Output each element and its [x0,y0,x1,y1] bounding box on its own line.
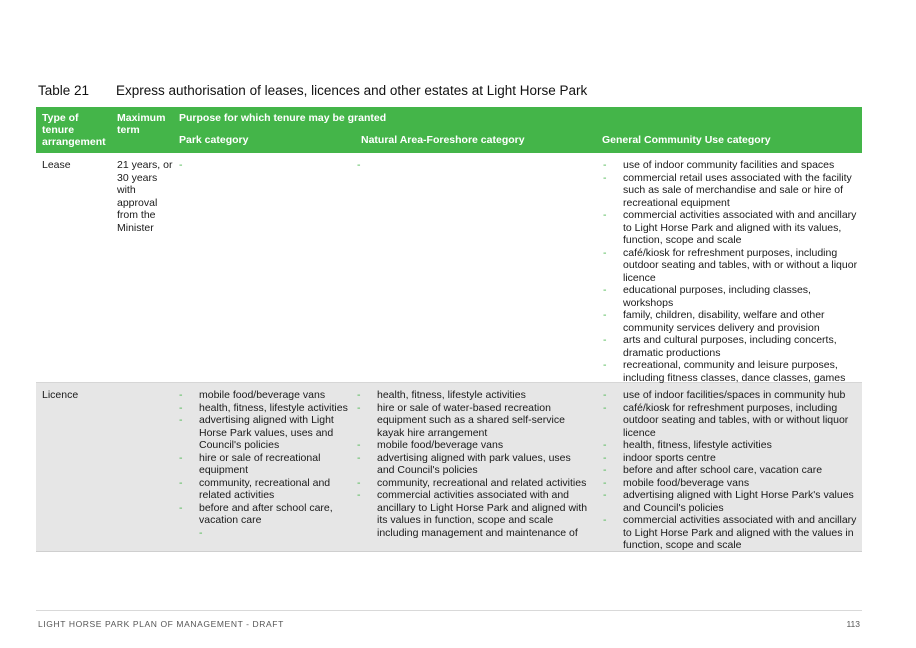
list-item-text: advertising aligned with Light Horse Park's values and Council's policies [623,489,854,514]
list-item [357,402,589,440]
page-number: 113 [846,619,860,629]
list-item [603,402,861,440]
header-park-category: Park category [179,134,249,146]
bullet-dash: - [603,334,607,346]
bullet-dash: - [357,489,361,501]
header-purpose: Purpose for which tenure may be granted [179,112,387,124]
list-item [179,389,349,402]
list-item-text: mobile food/beverage vans [199,389,326,401]
header-general-category: General Community Use category [602,134,771,146]
list-item [603,489,861,514]
bullet-dash: - [603,476,607,489]
header-type: Type of tenure arrangement [42,112,106,148]
list-item-text: health, fitness, lifestyle activities [623,439,772,451]
list-item-text: commercial activities associated with and ancillary to Light Horse Park and aligned with its values, function, scope and scale [623,209,857,246]
list-item [603,247,861,285]
footer-document-title: LIGHT HORSE PARK PLAN OF MANAGEMENT - DRAFT [38,619,284,629]
lease-general-list [603,159,861,384]
lease-type: Lease [42,159,71,171]
licence-type: Licence [42,389,79,401]
table-row-lease [36,153,862,383]
list-item-text: advertising aligned with park values, uses and Council's policies [377,451,571,476]
licence-natural-list [357,389,589,539]
bullet-dash: - [603,309,607,321]
list-item-text: commercial retail uses associated with the facility such as sale of merchandise and sale or hire of recreational equipment [623,171,852,209]
bullet-dash: - [179,414,183,426]
list-item-text: mobile food/beverage vans [377,439,504,451]
list-item-text: health, fitness, lifestyle activities [199,401,348,414]
list-item-text: community, recreational and related activities [199,476,331,501]
list-item-text: use of indoor community facilities and spaces [623,159,835,171]
lease-park-empty: - [179,159,183,171]
list-item-text: use of indoor facilities/spaces in community hub [623,389,846,401]
bullet-dash: - [603,246,607,259]
list-item [179,402,349,415]
list-item [357,477,589,490]
bullet-dash: - [179,501,183,514]
table-row-licence [36,383,862,552]
bullet-dash: - [603,284,607,296]
list-item [179,452,349,477]
list-item [603,452,861,465]
bullet-dash: - [603,209,607,221]
bullet-dash: - [179,401,183,414]
list-item [603,172,861,210]
table-header [36,107,862,153]
bullet-dash: - [603,401,607,414]
bullet-dash: - [357,476,361,489]
list-item-text: café/kiosk for refreshment purposes, including outdoor seating and tables, with or without a liquor licence [623,246,858,284]
list-item [357,489,589,539]
list-item [603,309,861,334]
list-item-text: before and after school care, vacation care [199,501,333,526]
bullet-dash: - [603,439,607,451]
list-item-text: recreational, community and leisure purposes, including fitness classes, dance classes, games [623,359,846,384]
bullet-dash: - [603,159,607,171]
bullet-dash: - [179,476,183,489]
list-item-text: café/kiosk for refreshment purposes, including outdoor seating and tables, with or without liquor licence [623,401,849,439]
bullet-dash: - [603,464,607,476]
list-item-text: educational purposes, including classes, workshops [623,284,811,309]
list-item-text: commercial activities associated with and ancillary to Light Horse Park and aligned with the values in function, scope and scale [623,514,857,551]
bullet-dash: - [603,389,607,401]
list-item-text: commercial activities associated with and ancillary to Light Horse Park and aligned with its values in function, scope and scale including management and maintenance of [377,489,588,539]
licence-park-trailing-dash: - [199,526,203,539]
list-item [603,514,861,552]
list-item [603,209,861,247]
table-caption [38,83,587,98]
list-item [603,159,861,172]
bullet-dash: - [357,389,361,401]
licence-park-list [179,389,349,539]
bullet-dash: - [603,359,607,371]
list-item [603,284,861,309]
list-item [603,334,861,359]
table-number: Table 21 [38,83,90,98]
bullet-dash: - [603,171,607,184]
bullet-dash: - [603,514,607,526]
list-item [603,359,861,384]
list-item [179,414,349,452]
list-item-text: indoor sports centre [623,451,716,464]
list-item-text: family, children, disability, welfare and other community services delivery and provision [623,309,825,334]
list-item [603,389,861,402]
bullet-dash: - [357,451,361,464]
list-item-text: advertising aligned with Light Horse Park values, uses and Council's policies [199,414,334,451]
list-item [357,452,589,477]
lease-term: 21 years, or 30 years with approval from the Minister [117,159,173,234]
header-term: Maximum term [117,112,166,136]
bullet-dash: - [357,439,361,451]
list-item-text: arts and cultural purposes, including concerts, dramatic productions [623,334,837,359]
tenure-table [36,107,862,552]
footer-divider [36,610,862,611]
table-title: Express authorisation of leases, licences and other estates at Light Horse Park [116,83,588,98]
list-item-text: hire or sale of water-based recreation equipment such as a shared self-service kayak hire arrangement [377,401,565,439]
bullet-dash: - [179,389,183,401]
lease-natural-empty: - [357,159,361,171]
licence-general-list [603,389,861,552]
list-item-text: hire or sale of recreational equipment [199,451,321,476]
list-item [357,439,589,452]
bullet-dash: - [357,401,361,414]
list-item-text: before and after school care, vacation care [623,464,823,476]
list-item-text: health, fitness, lifestyle activities [377,389,526,401]
list-item [603,464,861,477]
list-item [603,439,861,452]
list-item-text: community, recreational and related activities [377,476,587,489]
list-item [179,502,349,527]
list-item [357,389,589,402]
bullet-dash: - [603,489,607,501]
list-item-text: mobile food/beverage vans [623,476,750,489]
list-item [179,477,349,502]
header-natural-category: Natural Area-Foreshore category [361,134,525,146]
bullet-dash: - [179,451,183,464]
list-item [603,477,861,490]
bullet-dash: - [603,451,607,464]
